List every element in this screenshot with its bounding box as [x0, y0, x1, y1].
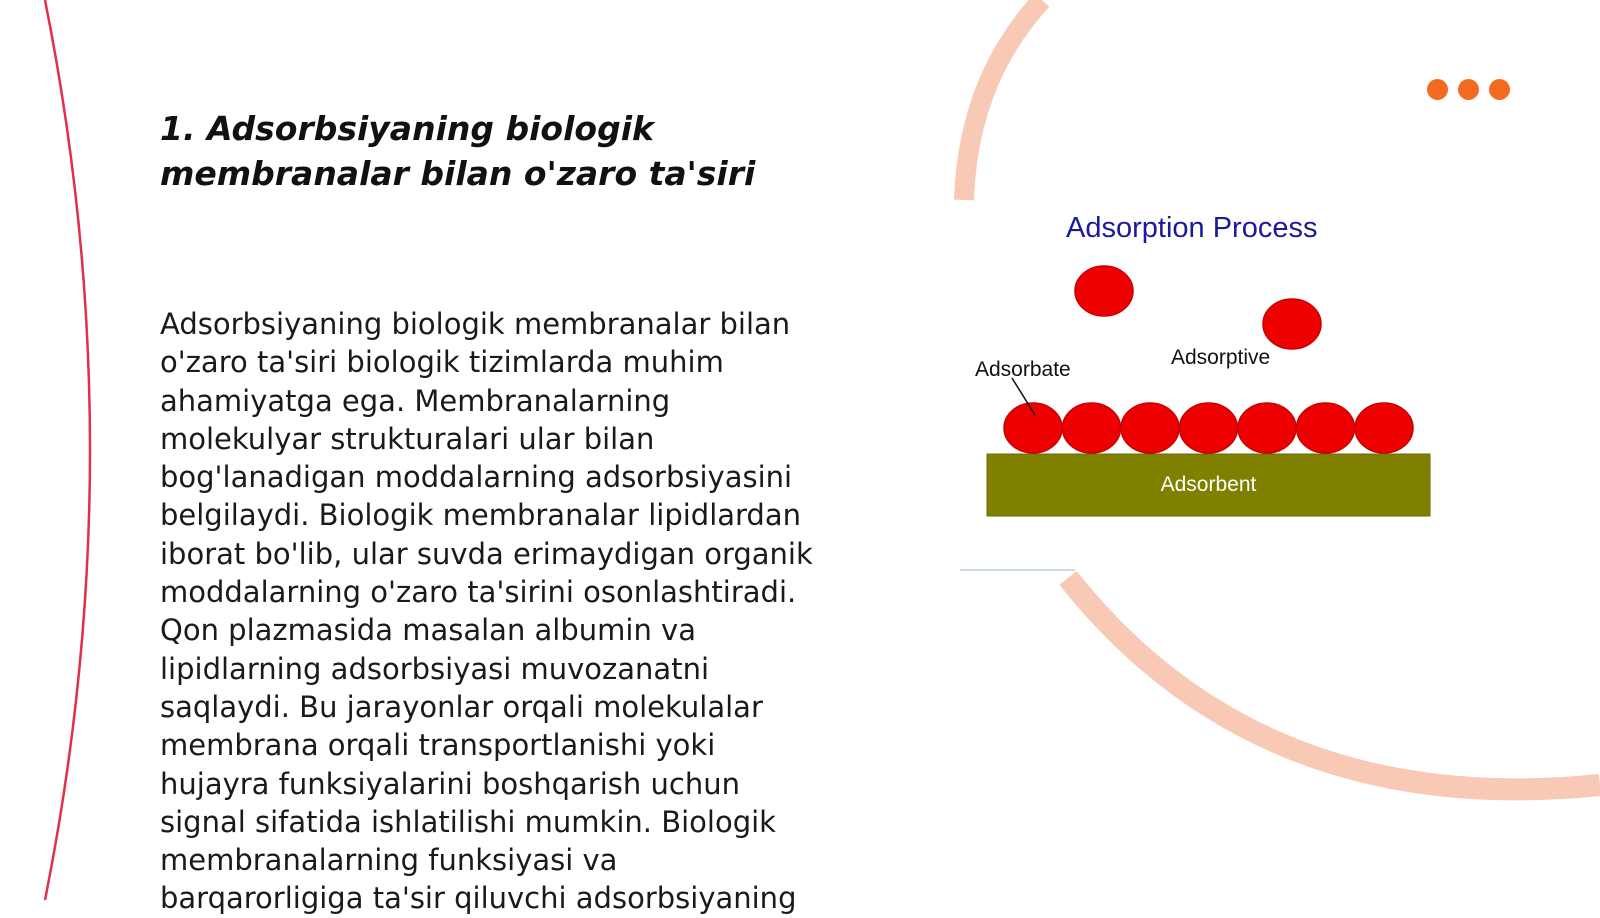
- body-line: ahamiyatga ega. Membranalarning: [160, 383, 671, 418]
- title-line: membranalar bilan o'zaro ta'siri: [160, 154, 756, 193]
- body-line: membrana orqali transportlanishi yoki: [160, 728, 716, 763]
- adsorbed-molecule: [1121, 403, 1179, 453]
- body-line: membranalarning funksiyasi va: [160, 843, 618, 878]
- body-line: moddalarning o'zaro ta'sirini osonlashtiradi.: [160, 575, 797, 610]
- adsorbed-molecule: [1355, 403, 1413, 453]
- body-line: saqlaydi. Bu jarayonlar orqali molekulalar: [160, 689, 763, 724]
- adsorptive-molecule: [1263, 299, 1321, 349]
- adsorbed-molecules: [1004, 403, 1413, 453]
- body-line: hujayra funksiyalarini boshqarish uchun: [160, 766, 740, 801]
- adsorbed-molecule: [1063, 403, 1121, 453]
- body-line: Adsorbsiyaning biologik membranalar bilan: [160, 307, 791, 341]
- body-line: belgilaydi. Biologik membranalar lipidlardan: [160, 498, 801, 533]
- body-line: molekulyar strukturalari ular bilan: [160, 421, 655, 456]
- body-line: iborat bo'lib, ular suvda erimaydigan organik: [160, 536, 813, 571]
- body-line: Qon plazmasida masalan albumin va: [160, 613, 696, 648]
- adsorbate-label: Adsorbate: [975, 358, 1071, 381]
- body-line: barqarorligiga ta'sir qiluvchi adsorbsiyaning: [160, 881, 797, 916]
- title-line: 1. Adsorbsiyaning biologik: [160, 109, 654, 148]
- adsorptive-molecule: [1075, 266, 1133, 316]
- adsorbed-molecule: [1297, 403, 1355, 453]
- adsorptive-label: Adsorptive: [1171, 346, 1271, 369]
- figure-title: Adsorption Process: [1066, 212, 1318, 244]
- adsorbed-molecule: [1180, 403, 1238, 453]
- body-line: o'zaro ta'siri biologik tizimlarda muhim: [160, 345, 724, 380]
- body-line: lipidlarning adsorbsiyasi muvozanatni: [160, 651, 710, 686]
- adsorbent-label: Adsorbent: [1160, 473, 1257, 496]
- body-line: bog'lanadigan moddalarning adsorbsiyasini: [160, 460, 793, 495]
- body-line: signal sifatida ishlatilishi mumkin. Biologik: [160, 804, 776, 839]
- adsorbed-molecule: [1238, 403, 1296, 453]
